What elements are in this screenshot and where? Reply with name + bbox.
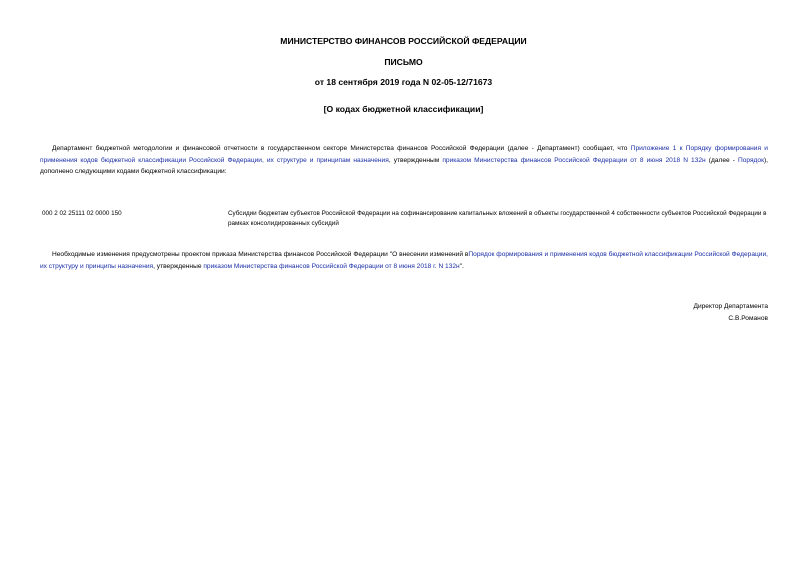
- changes-paragraph: [40, 249, 768, 272]
- document-date-number: от 18 сентября 2019 года N 02-05-12/71673: [314, 77, 493, 87]
- ministry-title: МИНИСТЕРСТВО ФИНАНСОВ РОССИЙСКОЙ ФЕДЕРАЦИИ: [280, 36, 527, 46]
- intro-text-4: ), дополнено следующими кодами бюджетной классификации:: [40, 156, 768, 175]
- document-subject: [О кодах бюджетной классификации]: [323, 104, 484, 114]
- intro-text-1: Департамент бюджетной методологии и финансовой отчетности в государственном секторе Министерства финансов Российской Федерации (далее - Департамент) сообщает, что: [52, 145, 631, 152]
- signatory-name: С.В.Романов: [728, 314, 768, 322]
- intro-paragraph: [40, 143, 768, 178]
- appendix-link[interactable]: Приложение 1 к Порядку формирования и применения кодов бюджетной классификации Российской Федерации, их структуре и принципам назначения: [40, 145, 768, 164]
- order-link[interactable]: приказом Министерства финансов Российской Федерации от 8 июня 2018 N 132н: [442, 156, 706, 164]
- document-type: ПИСЬМО: [384, 57, 423, 67]
- changes-text-2: , утвержденные: [153, 262, 204, 270]
- changes-text-3: ".: [459, 262, 464, 270]
- changes-text-1: Необходимые изменения предусмотрены проектом приказа Министерства финансов Российской Федерации "О внесении изменений в: [52, 251, 469, 258]
- procedure-full-link[interactable]: Порядок формирования и применения кодов бюджетной классификации Российской Федерации, их структуру и принципы назначения: [40, 251, 768, 270]
- intro-text-3: (далее -: [705, 156, 738, 164]
- budget-code-description: Субсидии бюджетам субъектов Российской Федерации на софинансирование капитальных вложений в объекты государственной 4 собственности субъектов Российской Федерации в рамках консолидированных субсидий: [228, 210, 767, 227]
- order-132n-link[interactable]: приказом Министерства финансов Российской Федерации от 8 июня 2018 г. N 132н: [203, 262, 460, 270]
- budget-code: 000 2 02 25111 02 0000 150: [42, 210, 122, 217]
- signature-block: [693, 301, 768, 324]
- intro-text-2: , утвержденным: [388, 156, 443, 164]
- signatory-position: Директор Департамента: [693, 303, 768, 310]
- procedure-link[interactable]: Порядок: [737, 156, 764, 164]
